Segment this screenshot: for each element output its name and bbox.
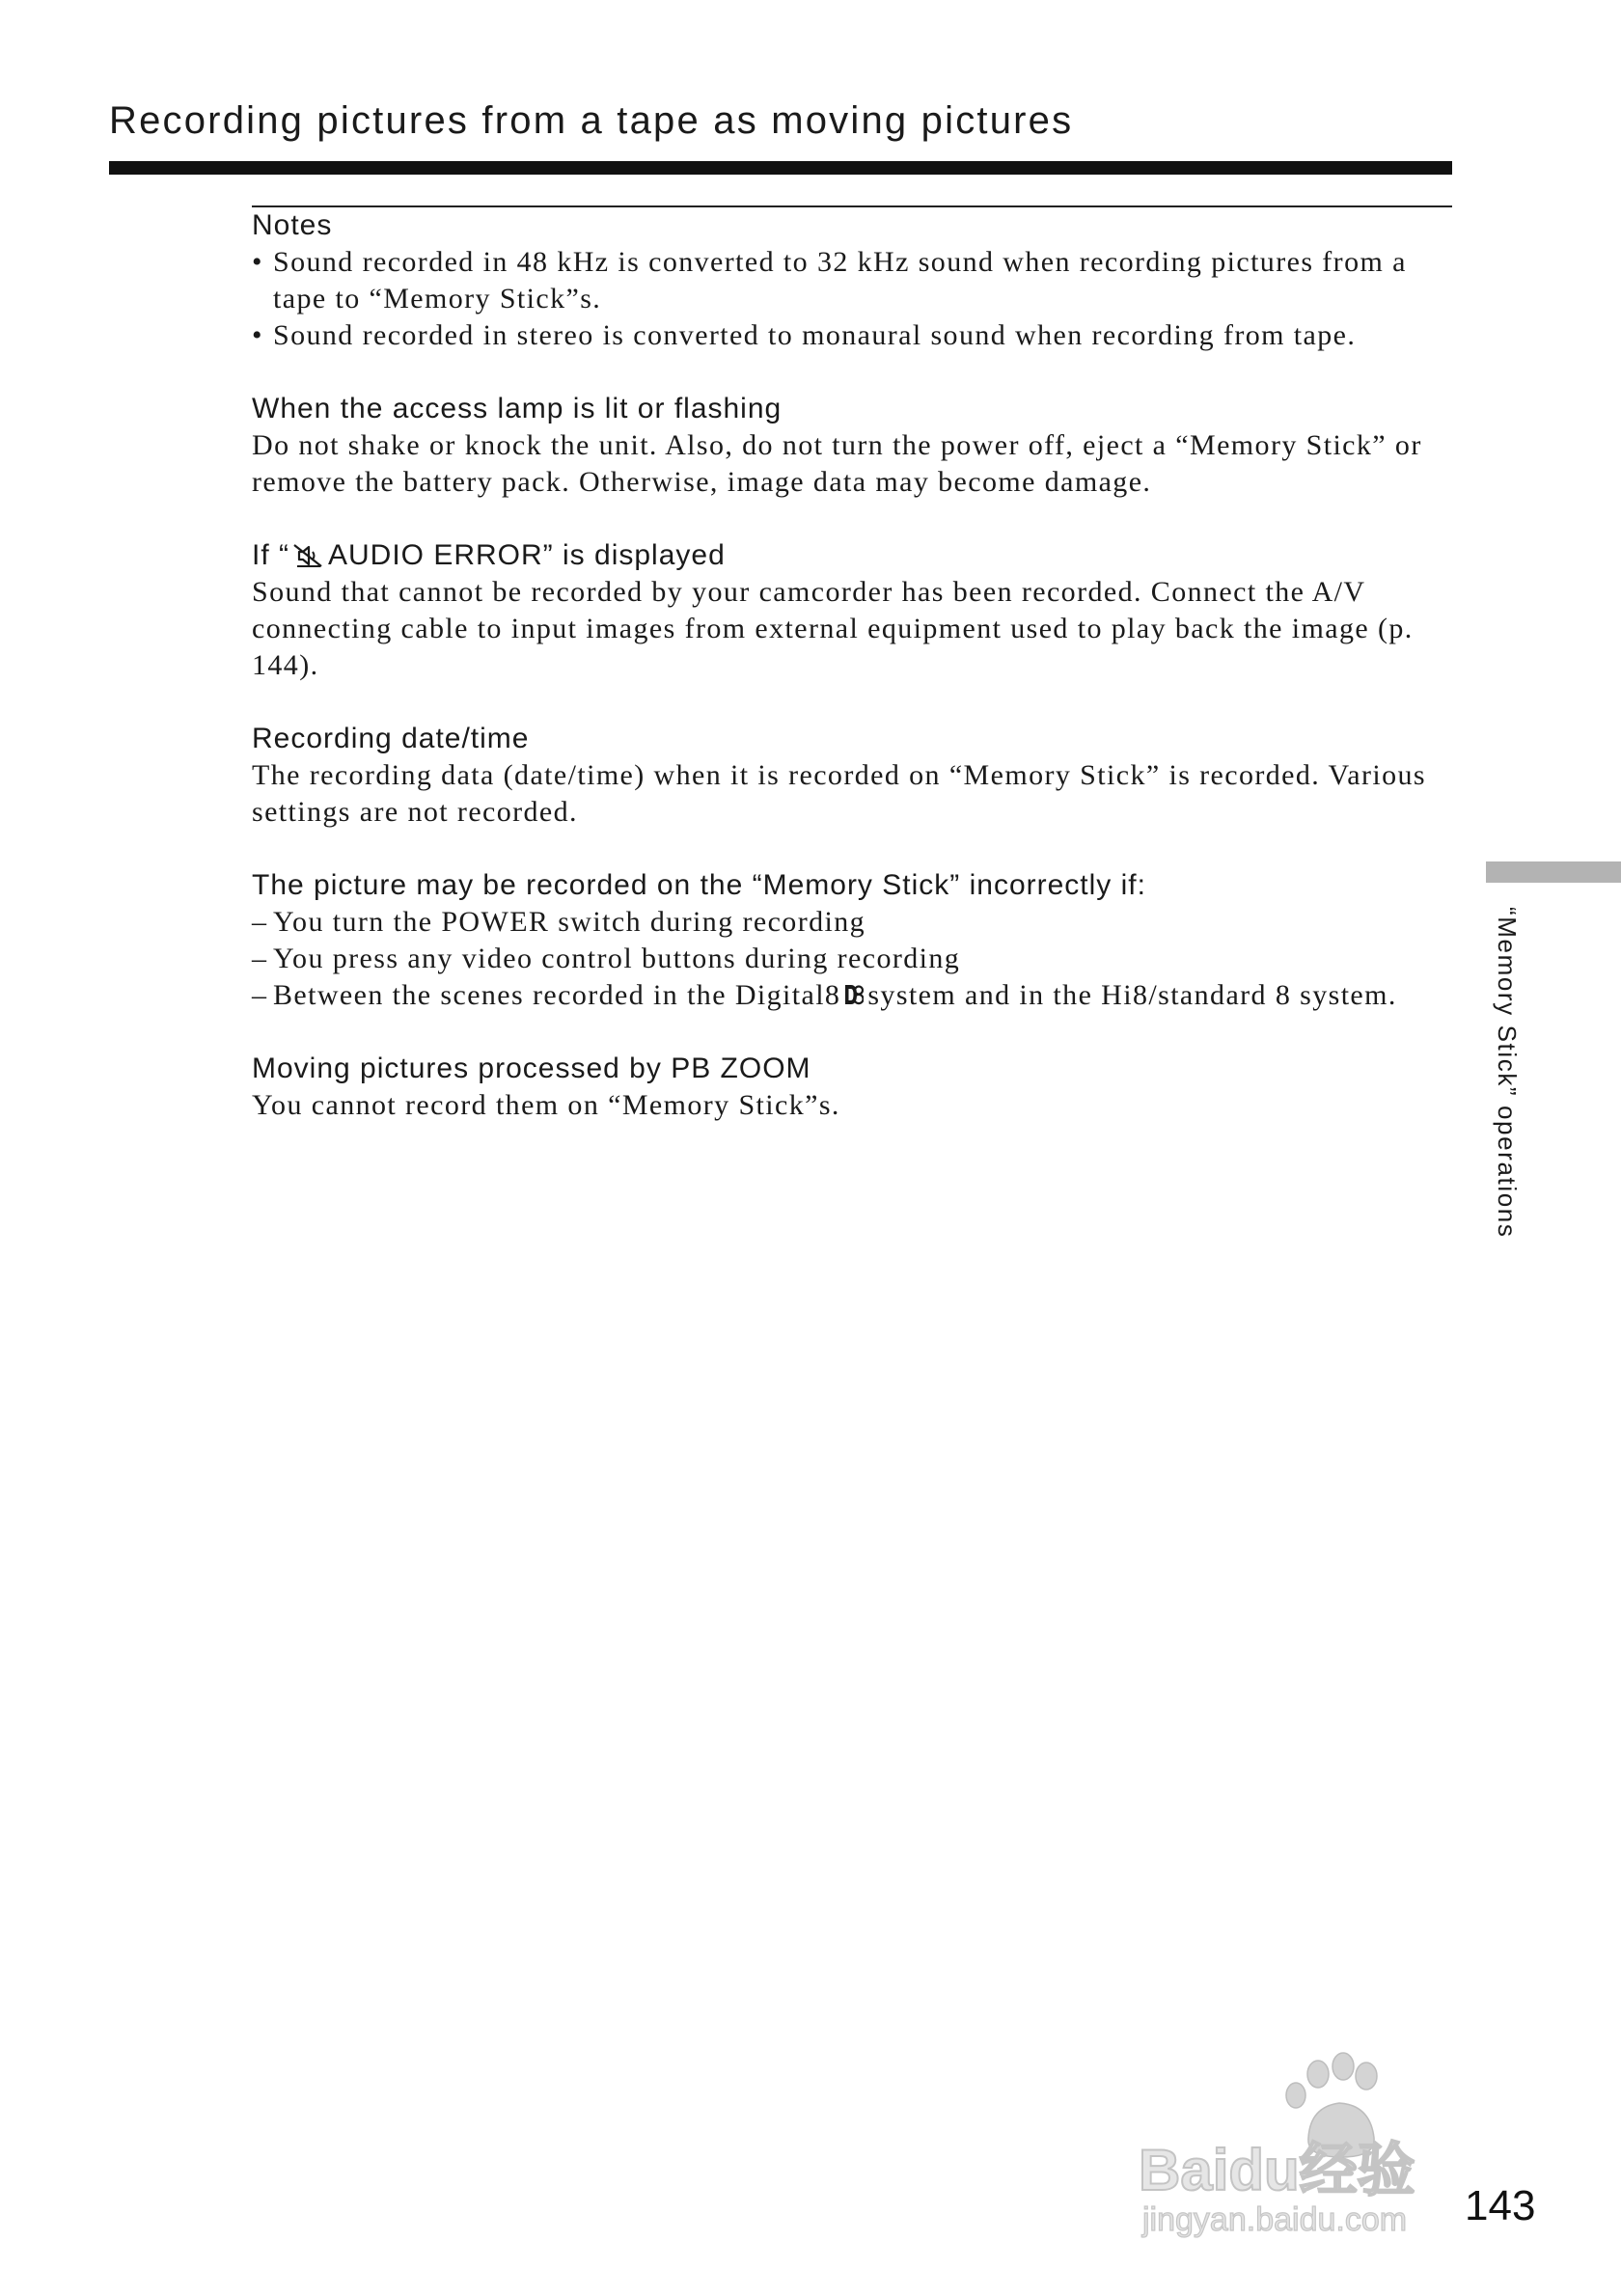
date-time-text: The recording data (date/time) when it is recorded on “Memory Stick” is recorded. Various settings are not recorded. bbox=[252, 759, 1427, 828]
access-lamp-section bbox=[252, 391, 1452, 501]
audio-error-heading-suffix: AUDIO ERROR” is displayed bbox=[328, 539, 726, 571]
watermark-url: jingyan.baidu.com bbox=[1142, 2201, 1408, 2238]
pb-zoom-text: You cannot record them on “Memory Stick”s. bbox=[252, 1089, 840, 1121]
incorrect-section bbox=[252, 867, 1452, 1014]
watermark-brand: Baidu经验 bbox=[1139, 2138, 1415, 2202]
incorrect-heading: The picture may be recorded on the “Memory Stick” incorrectly if: bbox=[252, 869, 1146, 901]
page-title: Recording pictures from a tape as moving pictures bbox=[109, 99, 1074, 142]
incorrect-item bbox=[252, 977, 1452, 1014]
notes-section bbox=[252, 207, 1452, 354]
pb-zoom-section bbox=[252, 1051, 1452, 1124]
incorrect-item-text: You turn the POWER switch during recording bbox=[273, 906, 866, 938]
title-rule bbox=[109, 161, 1452, 175]
content-area bbox=[252, 205, 1452, 1161]
access-lamp-heading: When the access lamp is lit or flashing bbox=[252, 393, 783, 424]
side-tab-label: “Memory Stick” operations bbox=[1493, 907, 1522, 1239]
incorrect-item bbox=[252, 941, 1452, 977]
incorrect-item-text-before: Between the scenes recorded in the Digital8 bbox=[273, 979, 841, 1011]
notes-item bbox=[252, 317, 1452, 354]
dash-marker: – bbox=[252, 943, 268, 974]
audio-error-text: Sound that cannot be recorded by your camcorder has been recorded. Connect the A/V connecting cable to input images from external equipment used to play back the image (p. 144). bbox=[252, 576, 1414, 681]
bullet-marker: • bbox=[252, 319, 263, 351]
audio-error-section bbox=[252, 537, 1452, 684]
incorrect-item-text-after: system and in the Hi8/standard 8 system. bbox=[867, 979, 1397, 1011]
page-number: 143 bbox=[1465, 2182, 1536, 2229]
audio-error-icon bbox=[291, 543, 324, 568]
pb-zoom-heading: Moving pictures processed by PB ZOOM bbox=[252, 1052, 811, 1084]
notes-item-text: Sound recorded in 48 kHz is converted to 32 kHz sound when recording pictures from a tape to “Memory Stick”s. bbox=[273, 246, 1407, 314]
notes-item bbox=[252, 244, 1452, 317]
incorrect-item bbox=[252, 904, 1452, 941]
access-lamp-text: Do not shake or knock the unit. Also, do not turn the power off, eject a “Memory Stick” or remove the battery pack. Otherwise, image data may become damage. bbox=[252, 429, 1422, 498]
notes-item-text: Sound recorded in stereo is converted to monaural sound when recording from tape. bbox=[273, 319, 1357, 351]
audio-error-heading-prefix: If “ bbox=[252, 539, 289, 571]
date-time-heading: Recording date/time bbox=[252, 723, 530, 754]
bullet-marker: • bbox=[252, 246, 263, 278]
incorrect-item-text: You press any video control buttons during recording bbox=[273, 943, 961, 974]
digital8-logo-icon bbox=[842, 982, 864, 1007]
date-time-section bbox=[252, 721, 1452, 831]
audio-error-heading bbox=[252, 537, 1452, 574]
notes-heading: Notes bbox=[252, 209, 333, 241]
side-tab-marker bbox=[1486, 861, 1621, 883]
dash-marker: – bbox=[252, 906, 268, 938]
dash-marker: – bbox=[252, 979, 268, 1011]
